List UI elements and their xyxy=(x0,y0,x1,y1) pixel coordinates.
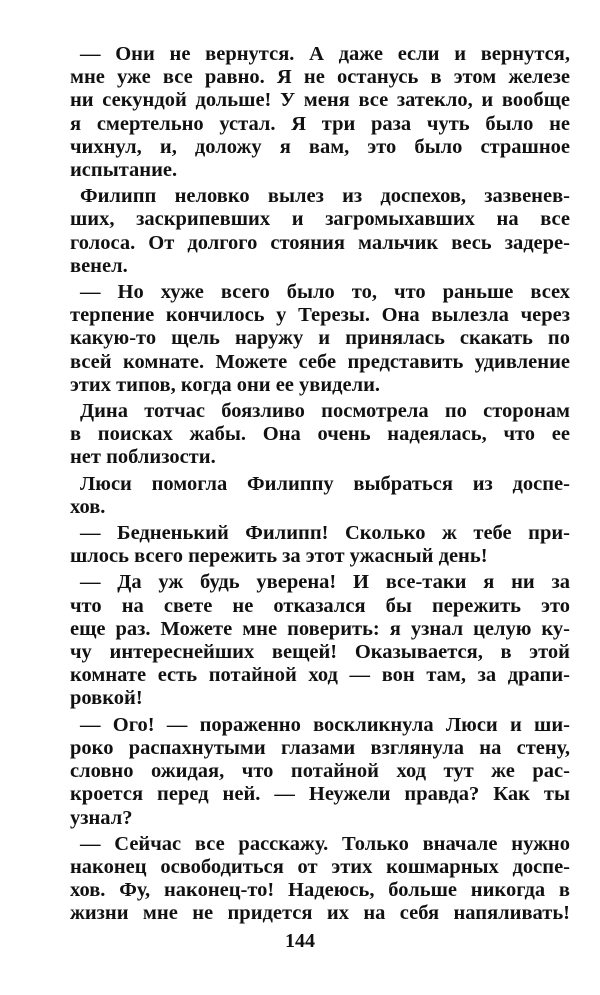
paragraph xyxy=(60,185,570,278)
text-line: — Да уж будь уверена! И все-таки я ни за xyxy=(80,571,570,594)
text-line: жизни мне не придется их на себя напяливать! xyxy=(70,902,570,925)
text-line: этих типов, когда они ее увидели. xyxy=(70,373,381,396)
text-line: — Ого! — пораженно воскликнула Люси и ши- xyxy=(80,713,570,736)
text-line: — Бедненький Филипп! Сколько ж тебе при- xyxy=(80,522,570,545)
text-line: в поисках жабы. Она очень надеялась, что ее xyxy=(70,423,570,446)
page-number: 144 xyxy=(285,930,315,952)
text-line: испытание. xyxy=(70,159,178,182)
text-line: всей комнате. Можете себе представить удивление xyxy=(70,350,570,373)
text-line: — Они не вернутся. А даже если и вернутся, xyxy=(80,43,570,65)
text-line: я смертельно устал. Я три раза чуть было не xyxy=(70,112,570,135)
paragraph xyxy=(60,473,570,519)
text-line: хов. Фу, наконец-то! Надеюсь, больше никогда в xyxy=(70,879,570,902)
text-line: Люси помогла Филиппу выбраться из доспе- xyxy=(80,472,570,495)
text-line: какую-то щель наружу и принялась скакать по xyxy=(70,327,570,350)
text-line: — Сейчас все расскажу. Только вначале нужно xyxy=(80,832,570,855)
paragraph xyxy=(60,400,570,470)
text-line: чу интереснейших вещей! Оказывается, в этой xyxy=(70,641,570,664)
text-line: Филипп неловко вылез из доспехов, зазвенев- xyxy=(80,185,570,208)
text-line: голоса. От долгого стояния мальчик весь задере- xyxy=(70,231,570,254)
text-line: узнал? xyxy=(70,806,133,829)
text-line: ших, заскрипевших и загромыхавших на все xyxy=(70,208,570,231)
text-line: ни секундой дольше! У меня все затекло, и вообще xyxy=(70,89,570,112)
paragraph xyxy=(60,522,570,568)
paragraph xyxy=(60,714,570,830)
text-line: мне уже все равно. Я не останусь в этом железе xyxy=(70,66,570,89)
text-line: шлось всего пережить за этот ужасный день! xyxy=(70,545,488,568)
text-line: ровкой! xyxy=(70,687,143,710)
text-line: венел. xyxy=(70,254,128,277)
text-line: чихнул, и, доложу я вам, это было страшное xyxy=(70,135,570,158)
text-line: комнате есть потайной ход — вон там, за драпи- xyxy=(70,664,570,687)
text-line: терпение кончилось у Терезы. Она вылезла через xyxy=(70,304,570,327)
text-line: словно ожидая, что потайной ход тут же рас- xyxy=(70,760,570,783)
paragraph xyxy=(60,571,570,710)
text-line: — Но хуже всего было то, что раньше всех xyxy=(80,281,570,304)
paragraph xyxy=(60,833,570,926)
text-line: еще раз. Можете мне поверить: я узнал целую ку- xyxy=(70,617,570,640)
book-page xyxy=(60,43,570,929)
text-line: наконец освободиться от этих кошмарных доспе- xyxy=(70,855,570,878)
text-line: роко распахнутыми глазами взглянула на стену, xyxy=(70,736,570,759)
text-line: нет поблизости. xyxy=(70,446,216,469)
text-line: что на свете не отказался бы пережить это xyxy=(70,594,570,617)
text-line: хов. xyxy=(70,495,106,518)
paragraph xyxy=(60,281,570,397)
paragraph xyxy=(60,43,570,182)
text-line: Дина тотчас боязливо посмотрела по сторонам xyxy=(80,400,570,423)
text-line: кроется перед ней. — Неужели правда? Как ты xyxy=(70,783,570,806)
